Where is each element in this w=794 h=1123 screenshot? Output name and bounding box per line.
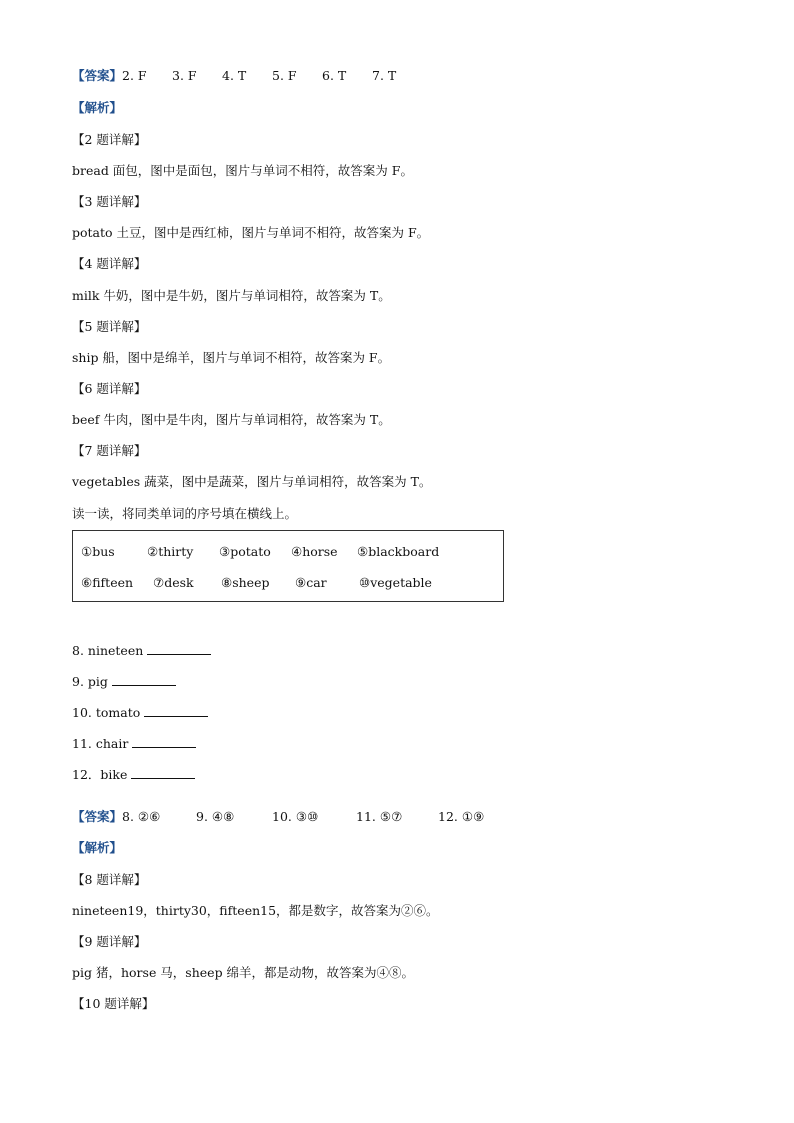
analysis-label: 【解析】	[72, 100, 123, 115]
option: ⑧sheep	[221, 575, 270, 590]
option: ①bus	[81, 544, 115, 559]
question	[72, 643, 211, 659]
option: ⑨car	[295, 575, 327, 590]
option: ⑦desk	[153, 575, 194, 590]
answer-label: 【答案】	[72, 68, 123, 83]
question-text: 11. chair	[72, 736, 129, 751]
question	[72, 705, 208, 721]
detail-text: bread 面包，图中是面包，图片与单词不相符，故答案为 F。	[72, 163, 413, 178]
question-text: 8. nineteen	[72, 643, 144, 658]
detail-text: potato 土豆，图中是西红柿，图片与单词不相符，故答案为 F。	[72, 225, 430, 240]
question-text: 9. pig	[72, 674, 108, 689]
detail-heading: 【9 题详解】	[72, 934, 147, 949]
answer-item: 8. ②⑥	[122, 809, 161, 824]
answer-blank[interactable]	[132, 736, 196, 748]
detail-heading: 【10 题详解】	[72, 996, 155, 1011]
answer-item: 9. ④⑧	[196, 809, 235, 824]
detail-heading: 【5 题详解】	[72, 319, 147, 334]
answer-item: 6. T	[322, 68, 347, 83]
detail-text: beef 牛肉，图中是牛肉，图片与单词相符，故答案为 T。	[72, 412, 391, 427]
answer-line-2	[72, 809, 484, 825]
instruction: 读一读，将同类单词的序号填在横线上。	[72, 506, 298, 521]
answer-blank[interactable]	[144, 705, 208, 717]
answer-item: 7. T	[372, 68, 397, 83]
analysis-label: 【解析】	[72, 840, 123, 855]
question-text: 10. tomato	[72, 705, 141, 720]
answer-line-1	[72, 68, 396, 84]
option: ④horse	[291, 544, 338, 559]
detail-heading: 【8 题详解】	[72, 872, 147, 887]
detail-heading: 【6 题详解】	[72, 381, 147, 396]
question	[72, 736, 196, 752]
answer-item: 3. F	[172, 68, 197, 83]
option: ⑥fifteen	[81, 575, 134, 590]
detail-text: vegetables 蔬菜，图中是蔬菜，图片与单词相符，故答案为 T。	[72, 474, 432, 489]
answer-item: 10. ③⑩	[272, 809, 319, 824]
detail-heading: 【2 题详解】	[72, 132, 147, 147]
detail-text: pig 猪，horse 马，sheep 绵羊，都是动物，故答案为④⑧。	[72, 965, 415, 980]
answer-item: 2. F	[122, 68, 147, 83]
question	[72, 767, 195, 783]
answer-item: 5. F	[272, 68, 297, 83]
answer-blank[interactable]	[112, 674, 176, 686]
answer-blank[interactable]	[147, 643, 211, 655]
detail-heading: 【4 题详解】	[72, 256, 147, 271]
detail-heading: 【7 题详解】	[72, 443, 147, 458]
option: ⑤blackboard	[357, 544, 440, 559]
detail-text: ship 船，图中是绵羊，图片与单词不相符，故答案为 F。	[72, 350, 391, 365]
question-text: 12．bike	[72, 767, 128, 782]
detail-heading: 【3 题详解】	[72, 194, 147, 209]
option: ⑩vegetable	[359, 575, 432, 590]
word-options-box	[72, 530, 504, 602]
option: ③potato	[219, 544, 271, 559]
answer-item: 11. ⑤⑦	[356, 809, 403, 824]
detail-text: milk 牛奶，图中是牛奶，图片与单词相符，故答案为 T。	[72, 288, 391, 303]
answer-label: 【答案】	[72, 809, 123, 824]
answer-blank[interactable]	[131, 767, 195, 779]
option: ②thirty	[147, 544, 194, 559]
answer-item: 4. T	[222, 68, 247, 83]
answer-item: 12. ①⑨	[438, 809, 485, 824]
detail-text: nineteen19，thirty30，fifteen15，都是数字，故答案为②⑥。	[72, 903, 439, 918]
question	[72, 674, 176, 690]
